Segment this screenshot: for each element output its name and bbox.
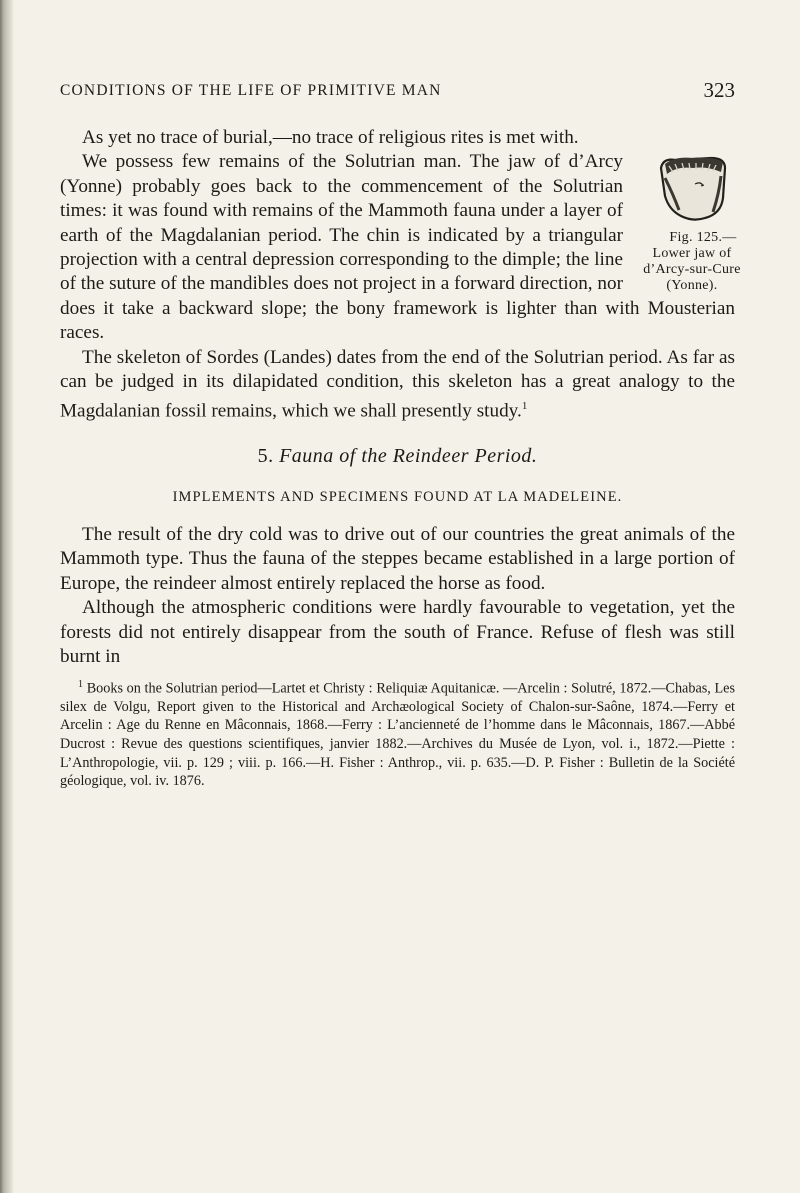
footnote-marker: 1 (78, 678, 83, 690)
paragraph-1: As yet no trace of burial,—no trace of religious rites is met with. (82, 127, 579, 148)
paragraph-2 (60, 150, 741, 345)
book-page (60, 74, 741, 791)
section-heading (60, 444, 735, 468)
paragraph-4: The result of the dry cold was to drive out of our countries the great animals of the Mammoth type. Thus the fauna of the steppes became established in a large portion of Europe, the reindeer almost entirely replaced the horse as food. (60, 524, 735, 594)
footnote-text: Books on the Solutrian period—Lartet et Christy : Reliquiæ Aquitanicæ. —Arcelin : Solutré, 1872.—Chabas, Les silex de Volgu, Report given to the Historical and Archæological Society of Chalon-sur-Saône, 1874.—Ferry et Arcelin : Age du Renne en Mâconnais, 1868.—Ferry : L’ancienneté de l’homme dans le Mâconnais, 1867.—Abbé Ducrost : Revue des questions scientifiques, janvier 1882.—Archives du Musée de Lyon, vol. i., 1872.—Piette : L’Anthropologie, vii. p. 129 ; viii. p. 166.—H. Fisher : Anthrop., vii. p. 635.—D. P. Fisher : Bulletin de la Société géologique, vol. iv. 1876. (60, 680, 735, 790)
footnote-1 (60, 676, 735, 791)
section-subheading: IMPLEMENTS AND SPECIMENS FOUND AT LA MADELEINE. (172, 488, 623, 505)
paragraph-2-text: We possess few remains of the Solutrian man. The jaw of d’Arcy (Yonne) probably goes back to the commencement of the Solutrian times: it was found with remains of the Mammoth fauna under a layer of earth of the Magdalanian period. The chin is indicated by a triangular projection with a central depression corresponding to the dimple; the line of the suture of the mandibles does not project in a forward direction, nor does it take a backward slope; the bony framework is lighter than with Mousterian races. (60, 151, 735, 344)
paragraph-3-text: The skeleton of Sordes (Landes) dates from the end of the Solutrian period. As far as can be judged in its dilapidated condition, this skeleton has a great analogy to the Magdalanian fossil remains, which we shall presently study. (60, 346, 735, 422)
figure-125 (633, 154, 751, 294)
running-head-title: CONDITIONS OF THE LIFE OF PRIMITIVE MAN (60, 82, 442, 99)
running-head (60, 74, 735, 104)
section-number: 5. (257, 445, 274, 468)
footnote-reference: 1 (521, 400, 528, 413)
paragraph-5: Although the atmospheric conditions were hardly favourable to vegetation, yet the forests did not entirely disappear from the south of France. Refuse of flesh was still burnt in (60, 597, 735, 668)
lower-jaw-illustration-icon (655, 154, 729, 226)
page-number: 323 (703, 78, 735, 102)
page-binding-edge (0, 0, 14, 1193)
body-text (60, 126, 741, 670)
figure-caption: Fig. 125.—Lower jaw of d’Arcy-sur-Cure (Yonne). (643, 230, 741, 294)
section-title: Fauna of the Reindeer Period. (279, 445, 538, 468)
paragraph-3 (60, 346, 735, 425)
footnotes (60, 676, 735, 791)
